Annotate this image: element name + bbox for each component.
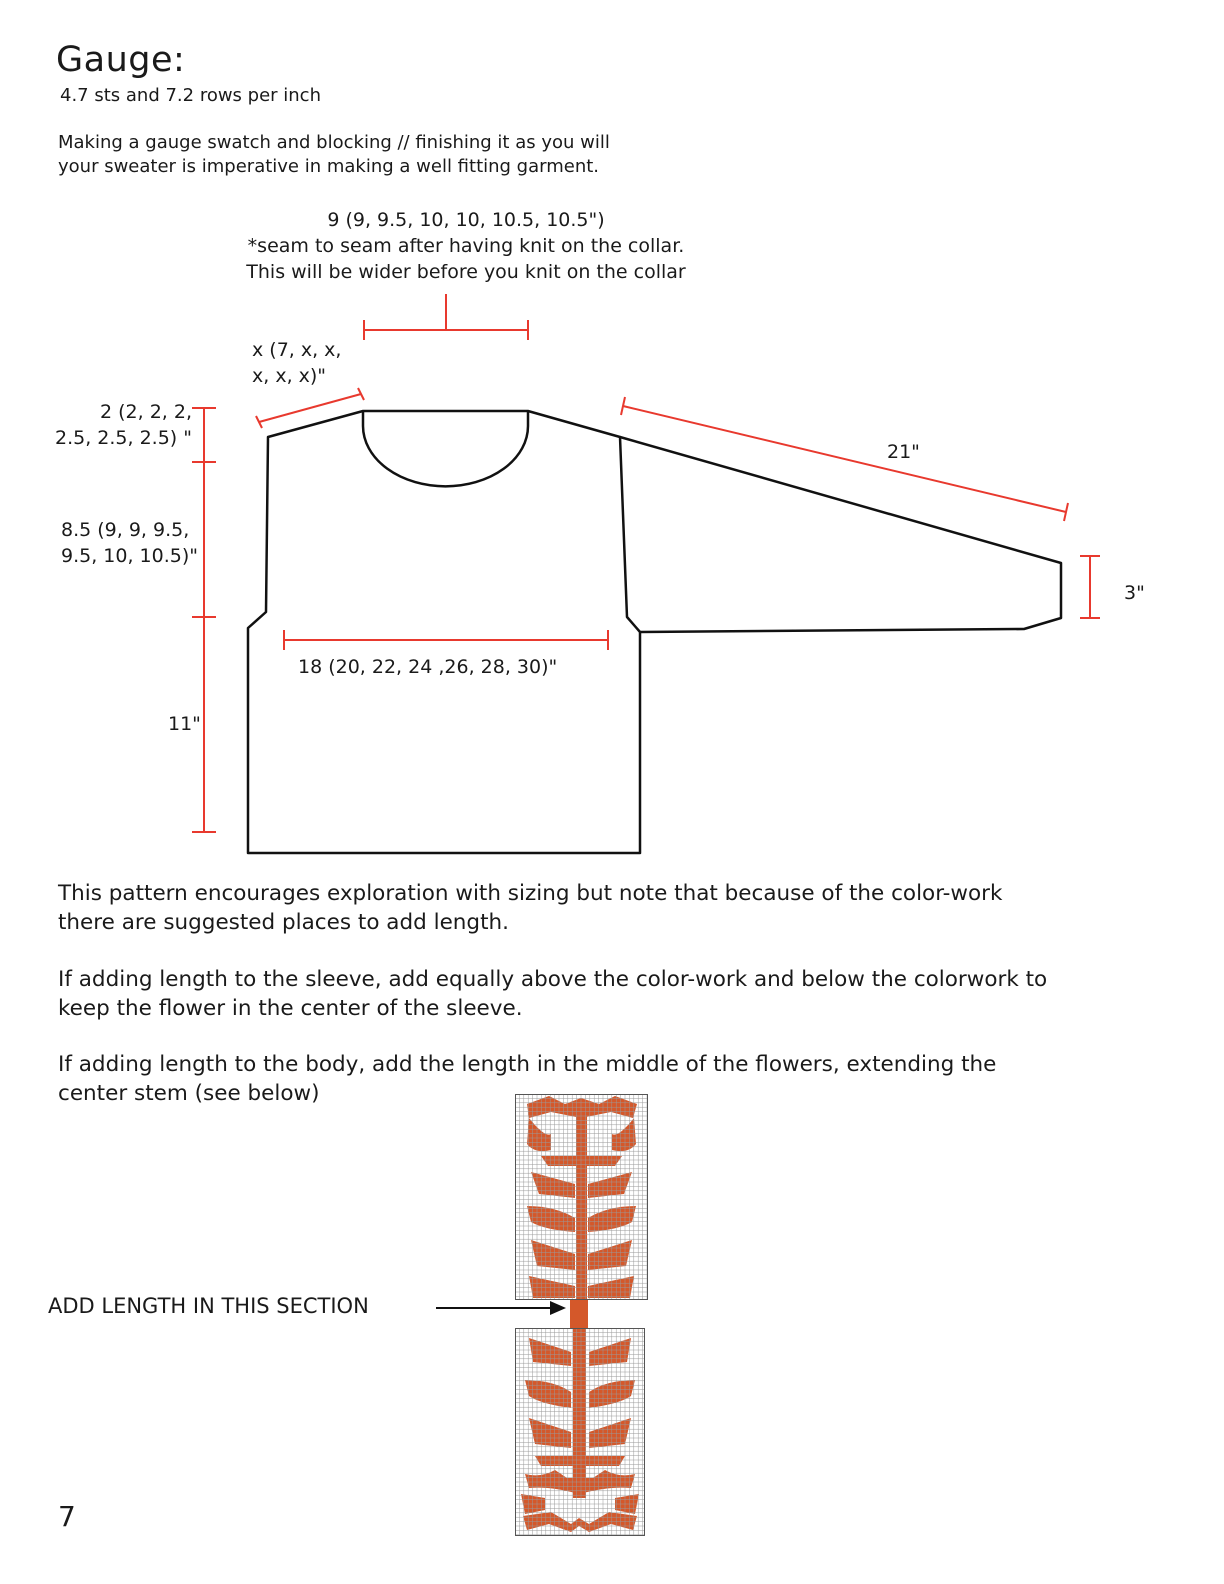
colorwork-chart-top — [515, 1094, 648, 1300]
page-heading: Gauge: — [56, 40, 186, 80]
armhole-depth-line-1: 8.5 (9, 9, 9.5, — [61, 519, 190, 541]
stem-extension — [570, 1300, 588, 1328]
colorwork-grid-top — [515, 1094, 648, 1300]
shoulder-width-line-2: x, x, x)" — [252, 365, 327, 387]
neck-width-line-2: *seam to seam after having knit on the collar. — [247, 235, 685, 257]
neckline-outline — [363, 411, 528, 486]
yoke-depth-line-2: 2.5, 2.5, 2.5) " — [55, 427, 192, 449]
gauge-line: 4.7 sts and 7.2 rows per inch — [60, 85, 321, 106]
shoulder-width-line-1: x (7, x, x, — [252, 339, 342, 361]
paragraph-sleeve — [58, 965, 1168, 1023]
body-outline — [248, 411, 640, 853]
neck-width-line — [364, 294, 528, 340]
body-width-label: 18 (20, 22, 24 ,26, 28, 30)" — [298, 656, 558, 678]
shoulder-width-line — [256, 388, 364, 428]
body-length-label: 11" — [168, 713, 201, 735]
paragraph-1-line-2: there are suggested places to add length. — [58, 910, 509, 935]
paragraph-3-line-2: center stem (see below) — [58, 1081, 320, 1106]
cuff-width-line — [1080, 556, 1100, 618]
paragraph-2-line-1: If adding length to the sleeve, add equally above the color-work and below the colorwork to — [58, 967, 1048, 992]
neck-width-line-1: 9 (9, 9.5, 10, 10, 10.5, 10.5") — [327, 209, 605, 231]
page-number: 7 — [58, 1500, 76, 1533]
paragraph-2-line-2: keep the flower in the center of the sleeve. — [58, 996, 523, 1021]
swatch-note-line-2: your sweater is imperative in making a well fitting garment. — [58, 156, 600, 177]
sleeve-outline — [620, 437, 1061, 632]
paragraph-sizing — [58, 879, 1168, 937]
paragraph-3-line-1: If adding length to the body, add the length in the middle of the flowers, extending the — [58, 1052, 997, 1077]
sleeve-length-label: 21" — [887, 441, 920, 463]
paragraph-1-line-1: This pattern encourages exploration with sizing but note that because of the color-work — [58, 881, 1003, 906]
colorwork-grid-bottom — [515, 1328, 645, 1536]
add-length-label: ADD LENGTH IN THIS SECTION — [48, 1294, 369, 1318]
colorwork-chart-bottom — [515, 1328, 645, 1536]
armhole-depth-line-2: 9.5, 10, 10.5)" — [61, 545, 199, 567]
neck-width-line-3: This will be wider before you knit on the collar — [246, 261, 686, 283]
swatch-note-line-1: Making a gauge swatch and blocking // finishing it as you will — [58, 132, 610, 153]
vertical-measure-line — [192, 408, 216, 832]
body-width-line — [284, 630, 608, 650]
yoke-depth-line-1: 2 (2, 2, 2, — [99, 401, 192, 423]
cuff-width-label: 3" — [1124, 582, 1145, 604]
